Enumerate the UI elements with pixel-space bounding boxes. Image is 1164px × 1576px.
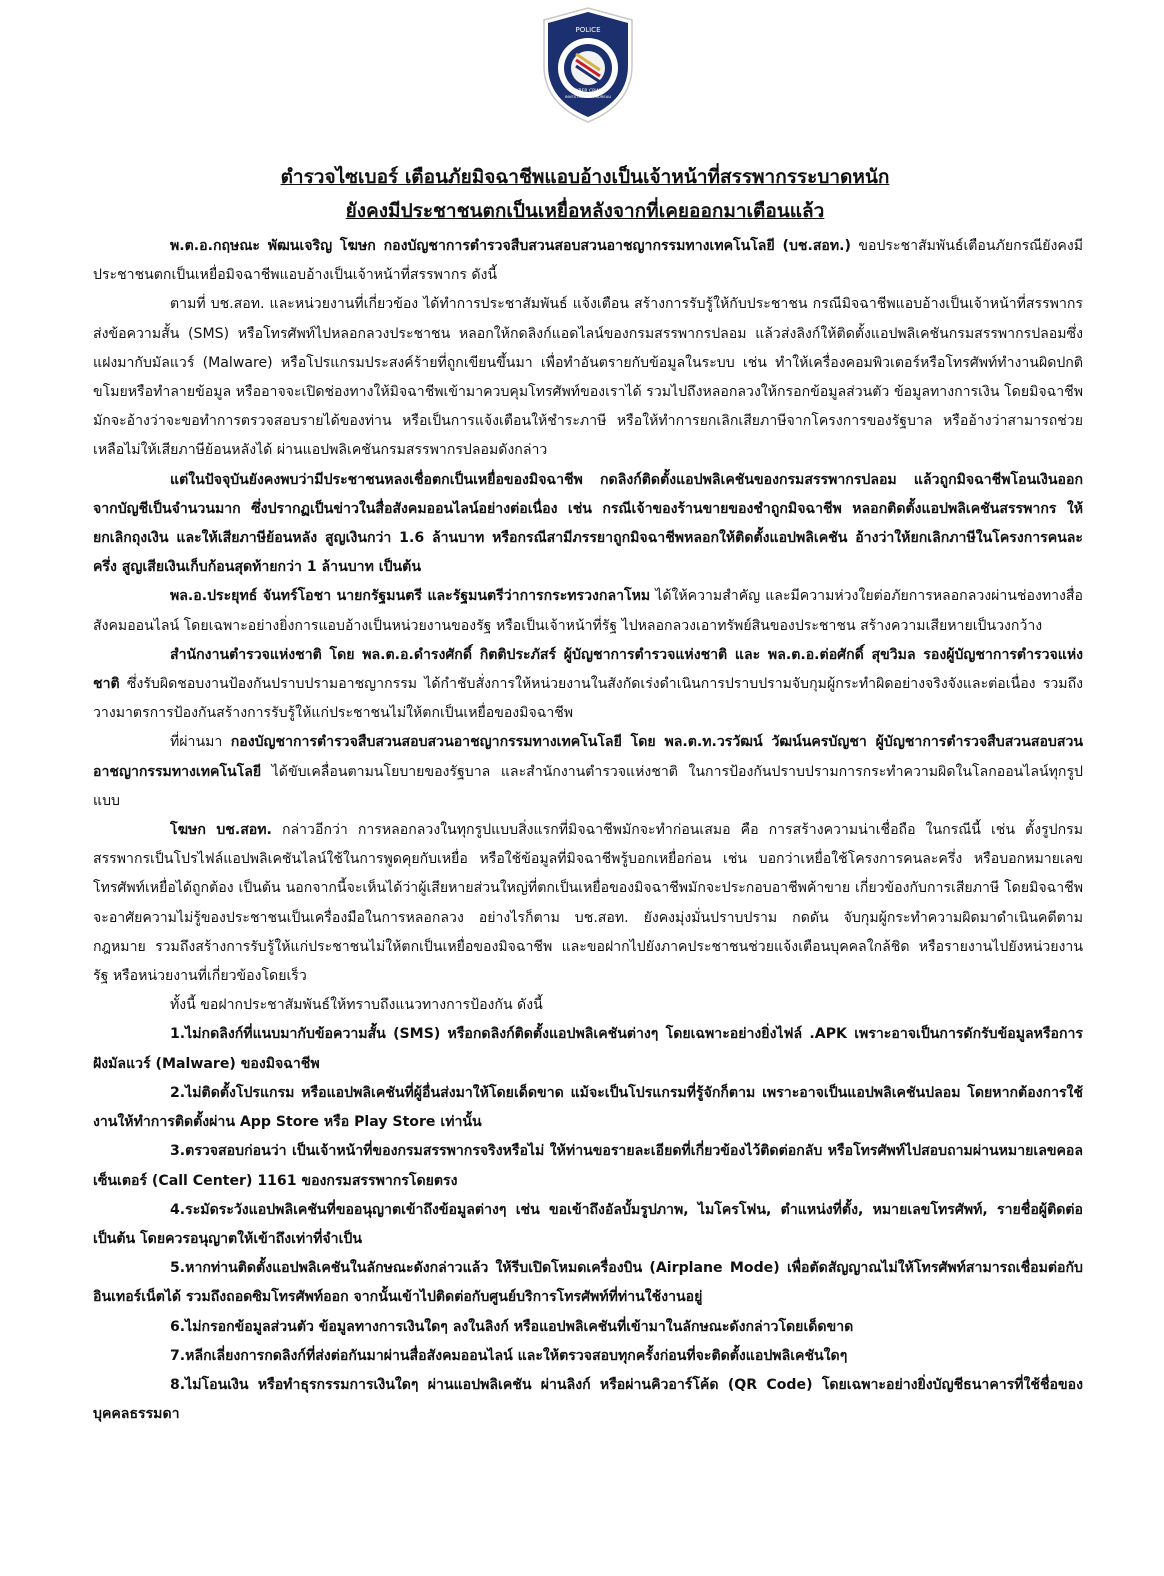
paragraph-spokesperson: พ.ต.อ.กฤษณะ พัฒนเจริญ โฆษก กองบัญชาการตำรวจสืบสวนสอบสวนอาชญากรรมทางเทคโนโลยี (บช.สอท.) ขอประชาสัมพันธ์เตือนภัยกรณียังคงมีประชาชนตกเป็นเหยื่อมิจฉาชีพแอบอ้างเป็นเจ้าหน้าที่สรรพากร ดังนี้ <box>93 238 1083 284</box>
paragraph-background: ตามที่ บช.สอท. และหน่วยงานที่เกี่ยวข้อง ได้ทำการประชาสัมพันธ์ แจ้งเตือน สร้างการรับรู้ให้กับประชาชน กรณีมิจฉาชีพแอบอ้างเป็นเจ้าหน้าที่สรรพากร ส่งข้อความสั้น (SMS) หรือโทรศัพท์ไปหลอกลวงประชาชน หลอกให้กดลิงก์แอดไลน์ของกรมสรรพากรปลอม แล้วส่งลิงก์ให้ติดตั้งแอปพลิเคชันกรมสรรพากรปลอมซึ่งแฝงมากับมัลแวร์ (Malware) หรือโปรแกรมประสงค์ร้ายที่ถูกเขียนขึ้นมา เพื่อทำอันตรายกับข้อมูลในระบบ เช่น ทำให้เครื่องคอมพิวเตอร์หรือโทรศัพท์ทำงานผิดปกติ ขโมยหรือทำลายข้อมูล หรืออาจจะเปิดช่องทางให้มิจฉาชีพเข้ามาควบคุมโทรศัพท์ของเราได้ รวมไปถึงหลอกลวงให้กรอกข้อมูลส่วนตัว ข้อมูลทางการเงิน โดยมิจฉาชีพมักจะอ้างว่าจะขอทำการตรวจสอบรายได้ของท่าน หรือเป็นการแจ้งเตือนให้ชำระภาษี หรือให้ทำการยกเลิกเสียภาษีจากโครงการของรัฐบาล หรืออ้างว่าสามารถช่วยเหลือไม่ให้เสียภาษีย้อนหลังได้ ผ่านแอปพลิเคชันกรมสรรพากรปลอมดังกล่าว <box>93 296 1083 459</box>
tip-item-5: 5.หากท่านติดตั้งแอปพลิเคชันในลักษณะดังกล่าวแล้ว ให้รีบเปิดโหมดเครื่องบิน (Airplane Mode) เพื่อตัดสัญญาณไม่ให้โทรศัพท์สามารถเชื่อมต่อกับอินเทอร์เน็ตได้ รวมถึงถอดซิมโทรศัพท์ออก จากนั้นเข้าไปติดต่อกับศูนย์บริการโทรศัพท์ที่ท่านใช้งานอยู่ <box>93 1260 1083 1306</box>
article-body <box>93 232 1083 1429</box>
headline-line-2: ยังคงมีประชาชนตกเป็นเหยื่อหลังจากที่เคยออกมาเตือนแล้ว <box>345 200 825 222</box>
paragraph-bureau: ที่ผ่านมา กองบัญชาการตำรวจสืบสวนสอบสวนอาชญากรรมทางเทคโนโลยี โดย พล.ต.ท.วรวัฒน์ วัฒน์นครบัญชา ผู้บัญชาการตำรวจสืบสวนสอบสวนอาชญากรรมทางเทคโนโลยี ได้ขับเคลื่อนตามนโยบายของรัฐบาล และสำนักงานตำรวจแห่งชาติ ในการป้องกันปราบปรามการกระทำความผิดในโลกออนไลน์ทุกรูปแบบ <box>93 734 1084 809</box>
tip-item-7: 7.หลีกเลี่ยงการกดลิงก์ที่ส่งต่อกันมาผ่านสื่อสังคมออนไลน์ และให้ตรวจสอบทุกครั้งก่อนที่จะติดตั้งแอปพลิเคชันใดๆ <box>170 1347 848 1364</box>
paragraph-prime-minister: พล.อ.ประยุทธ์ จันทร์โอชา นายกรัฐมนตรี และรัฐมนตรีว่าการกระทรวงกลาโหม ได้ให้ความสำคัญ และมีความห่วงใยต่อภัยการหลอกลวงผ่านช่องทางสื่อสังคมออนไลน์ โดยเฉพาะอย่างยิ่งการแอบอ้างเป็นหน่วยงานของรัฐ หรือเป็นเจ้าหน้าที่รัฐ ไปหลอกลวงเอาทรัพย์สินของประชาชน สร้างความเสียหายเป็นวงกว้าง <box>93 588 1083 634</box>
tip-item-6: 6.ไม่กรอกข้อมูลส่วนตัว ข้อมูลทางการเงินใดๆ ลงในลิงก์ หรือแอปพลิเคชันที่เข้ามาในลักษณะดังกล่าวโดยเด็ดขาด <box>170 1318 854 1335</box>
tip-item-8: 8.ไม่โอนเงิน หรือทำธุรกรรมการเงินใดๆ ผ่านแอปพลิเคชัน ผ่านลิงก์ หรือผ่านคิวอาร์โค้ด (QR Code) โดยเฉพาะอย่างยิ่งบัญชีธนาคารที่ใช้ชื่อของบุคคลธรรมดา <box>93 1376 1083 1423</box>
paragraph-national-police: สำนักงานตำรวจแห่งชาติ โดย พล.ต.อ.ดำรงศักดิ์ กิตติประภัสร์ ผู้บัญชาการตำรวจแห่งชาติ และ พล.ต.อ.ต่อศักดิ์ สุขวิมล รองผู้บัญชาการตำรวจแห่งชาติ ซึ่งรับผิดชอบงานป้องกันปราบปรามอาชญากรรม ได้กำชับสั่งการให้หน่วยงานในสังกัดเร่งดำเนินการปราบปรามจับกุมผู้กระทำผิดอย่างจริงจังและต่อเนื่อง รวมถึงวางมาตรการป้องกันสร้างการรับรู้ให้แก่ประชาชนไม่ให้ตกเป็นเหยื่อของมิจฉาชีพ <box>93 646 1083 722</box>
tip-item-4: 4.ระมัดระวังแอปพลิเคชันที่ขออนุญาตเข้าถึงข้อมูลต่างๆ เช่น ขอเข้าถึงอัลบั้มรูปภาพ, ไมโครโฟน, ตำแหน่งที่ตั้ง, หมายเลขโทรศัพท์, รายชื่อผู้ติดต่อ เป็นต้น โดยควรอนุญาตให้เข้าถึงเท่าที่จำเป็น <box>93 1201 1083 1247</box>
svg-text:INVESTIGATION BUREAU: INVESTIGATION BUREAU <box>564 94 612 99</box>
cyber-crime-bureau-logo <box>540 6 636 124</box>
headline-line-1: ตำรวจไซเบอร์ เตือนภัยมิจฉาชีพแอบอ้างเป็นเจ้าหน้าที่สรรพากรระบาดหนัก <box>280 166 890 188</box>
headline <box>150 160 1020 228</box>
tip-item-2: 2.ไม่ติดตั้งโปรแกรม หรือแอปพลิเคชันที่ผู้อื่นส่งมาให้โดยเด็ดขาด แม้จะเป็นโปรแกรมที่รู้จักก็ตาม เพราะอาจเป็นแอปพลิเคชันปลอม โดยหากต้องการใช้งานให้ทำการติดตั้งผ่าน App Store หรือ Play Store เท่านั้น <box>93 1084 1083 1131</box>
paragraph-prevention-intro: ทั้งนี้ ขอฝากประชาสัมพันธ์ให้ทราบถึงแนวทางการป้องกัน ดังนี้ <box>170 997 543 1014</box>
logo-top-text: POLICE <box>575 26 601 34</box>
tip-item-3: 3.ตรวจสอบก่อนว่า เป็นเจ้าหน้าที่ของกรมสรรพากรจริงหรือไม่ ให้ท่านขอรายละเอียดที่เกี่ยวข้องไว้ติดต่อกลับ หรือโทรศัพท์ไปสอบถามผ่านหมายเลขคอลเซ็นเตอร์ (Call Center) 1161 ของกรมสรรพากรโดยตรง <box>93 1143 1083 1189</box>
tip-item-1: 1.ไม่กดลิงก์ที่แนบมากับข้อความสั้น (SMS) หรือกดลิงก์ติดตั้งแอปพลิเคชันต่างๆ โดยเฉพาะอย่างยิ่งไฟล์ .APK เพราะอาจเป็นการดักรับข้อมูลหรือการฝังมัลแวร์ (Malware) ของมิจฉาชีพ <box>93 1026 1083 1072</box>
paragraph-current-cases: แต่ในปัจจุบันยังคงพบว่ามีประชาชนหลงเชื่อตกเป็นเหยื่อของมิจฉาชีพ กดลิงก์ติดตั้งแอปพลิเคชันของกรมสรรพากรปลอม แล้วถูกมิจฉาชีพโอนเงินออกจากบัญชีเป็นจำนวนมาก ซึ่งปรากฏเป็นข่าวในสื่อสังคมออนไลน์อย่างต่อเนื่อง เช่น กรณีเจ้าของร้านขายของชำถูกมิจฉาชีพ หลอกติดตั้งแอปพลิเคชันสรรพากร ให้ยกเลิกถุงเงิน และให้เสียภาษีย้อนหลัง สูญเงินกว่า 1.6 ล้านบาท หรือกรณีสามีภรรยาถูกมิจฉาชีพหลอกให้ติดตั้งแอปพลิเคชัน อ้างว่าให้ยกเลิกภาษีในโครงการคนละครึ่ง สูญเสียเงินเก็บก้อนสุดท้ายกว่า 1 ล้านบาท เป็นต้น <box>93 471 1083 576</box>
police-shield-icon <box>540 6 636 124</box>
paragraph-spokesperson-2: โฆษก บช.สอท. กล่าวอีกว่า การหลอกลวงในทุกรูปแบบสิ่งแรกที่มิจฉาชีพมักจะทำก่อนเสมอ คือ การสร้างความน่าเชื่อถือ ในกรณีนี้ เช่น ตั้งรูปกรมสรรพากรเป็นโปรไฟล์แอปพลิเคชันไลน์ใช้ในการพูดคุยกับเหยื่อ หรือใช้ข้อมูลที่มิจฉาชีพรู้บอกเหยื่อก่อน เช่น บอกว่าเหยื่อใช้โครงการคนละครึ่ง หรือบอกหมายเลขโทรศัพท์เหยื่อได้ถูกต้อง เป็นต้น นอกจากนี้จะเห็นได้ว่าผู้เสียหายส่วนใหญ่ที่ตกเป็นเหยื่อของมิจฉาชีพมักจะประกอบอาชีพค้าขาย เกี่ยวข้องกับการเสียภาษี โดยมิจฉาชีพจะอาศัยความไม่รู้ของประชาชนเป็นเครื่องมือในการหลอกลวง อย่างไรก็ตาม บช.สอท. ยังคงมุ่งมั่นปราบปราม กดดัน จับกุมผู้กระทำความผิดมาดำเนินคดีตามกฎหมาย รวมถึงสร้างการรับรู้ให้แก่ประชาชนไม่ให้ตกเป็นเหยื่อของมิจฉาชีพ และขอฝากไปยังภาคประชาชนช่วยแจ้งเตือนบุคคลใกล้ชิด หรือรายงานไปยังหน่วยงานรัฐ หรือหน่วยงานที่เกี่ยวข้องโดยเร็ว <box>93 822 1083 985</box>
svg-text:CYBER CRIME: CYBER CRIME <box>572 89 604 94</box>
